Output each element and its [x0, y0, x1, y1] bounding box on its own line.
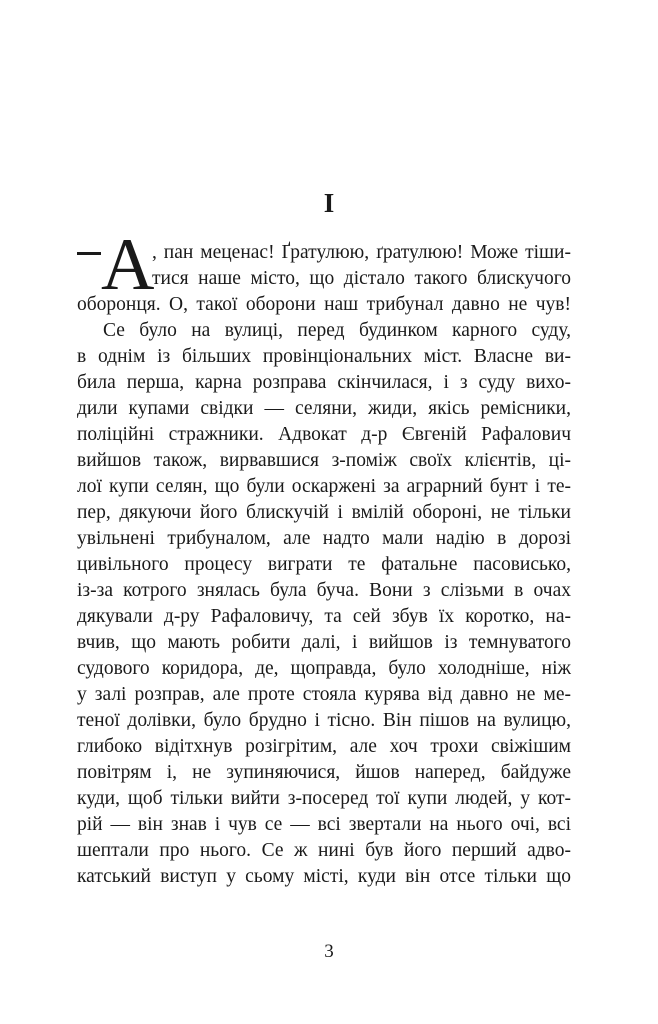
- text-line-8: поліційні стражники. Адвокат д-р Євгеній Рафалович: [77, 424, 571, 445]
- text-line-24: шептали про нього. Се ж нині був його перший адво-: [77, 840, 571, 861]
- text-line-22: куди, щоб тільки вийти з-посеред тої купи людей, у кот-: [77, 788, 571, 809]
- dialogue-dash: [77, 252, 101, 255]
- text-line-4: Се було на вулиці, перед будинком карного суду,: [103, 320, 571, 341]
- text-line-7: дили купами свідки — селяни, жиди, якісь ремісники,: [77, 398, 571, 419]
- text-line-3: оборонця. О, такої оборони наш трибунал давно не чув!: [77, 294, 571, 315]
- text-line-18: у залі розправ, але проте стояла курява від давно не ме-: [77, 684, 571, 705]
- text-line-25: катський виступ у сьому місті, куди він отсе тільки що: [77, 866, 571, 887]
- text-line-15: дякували д-ру Рафаловичу, та сей збув їх коротко, на-: [77, 606, 571, 627]
- text-line-9: вийшов також, вирвавшися з-поміж своїх клієнтів, ці-: [77, 450, 571, 471]
- text-line-6: била перша, карна розправа скінчилася, і з суду вихо-: [77, 372, 571, 393]
- text-line-12: увільнені трибуналом, але надто мали надію в дорозі: [77, 528, 571, 549]
- text-line-10: лої купи селян, що були оскаржені за аграрний бунт і те-: [77, 476, 571, 497]
- text-line-1: , пан меценас! Ґратулюю, ґратулюю! Може тіши-: [152, 242, 571, 263]
- text-line-17: судового коридора, де, щоправда, було холодніше, ніж: [77, 658, 571, 679]
- chapter-title: I: [323, 188, 335, 218]
- text-line-2: тися наше місто, що дістало такого блискучого: [152, 268, 571, 289]
- text-line-14: із-за котрого знялась була буча. Вони з слізьми в очах: [77, 580, 571, 601]
- text-line-19: теної долівки, було брудно і тісно. Він пішов на вулицю,: [77, 710, 571, 731]
- text-line-5: в однім із більших провінціональних міст. Власне ви-: [77, 346, 571, 367]
- text-line-13: цивільного процесу виграти те фатальне пасовисько,: [77, 554, 571, 575]
- text-line-23: рій — він знав і чув се — всі звертали на нього очі, всі: [77, 814, 571, 835]
- text-line-21: повітрям і, не зупиняючися, йшов наперед, байдуже: [77, 762, 571, 783]
- text-line-20: глибоко відітхнув розігрітим, але хоч трохи свіжішим: [77, 736, 571, 757]
- text-line-16: вчив, що мають робити далі, і вийшов із темнуватого: [77, 632, 571, 653]
- text-line-11: пер, дякуючи його блискучій і вмілій обороні, не тільки: [77, 502, 571, 523]
- drop-cap: А: [101, 224, 155, 306]
- page-number: 3: [324, 941, 334, 962]
